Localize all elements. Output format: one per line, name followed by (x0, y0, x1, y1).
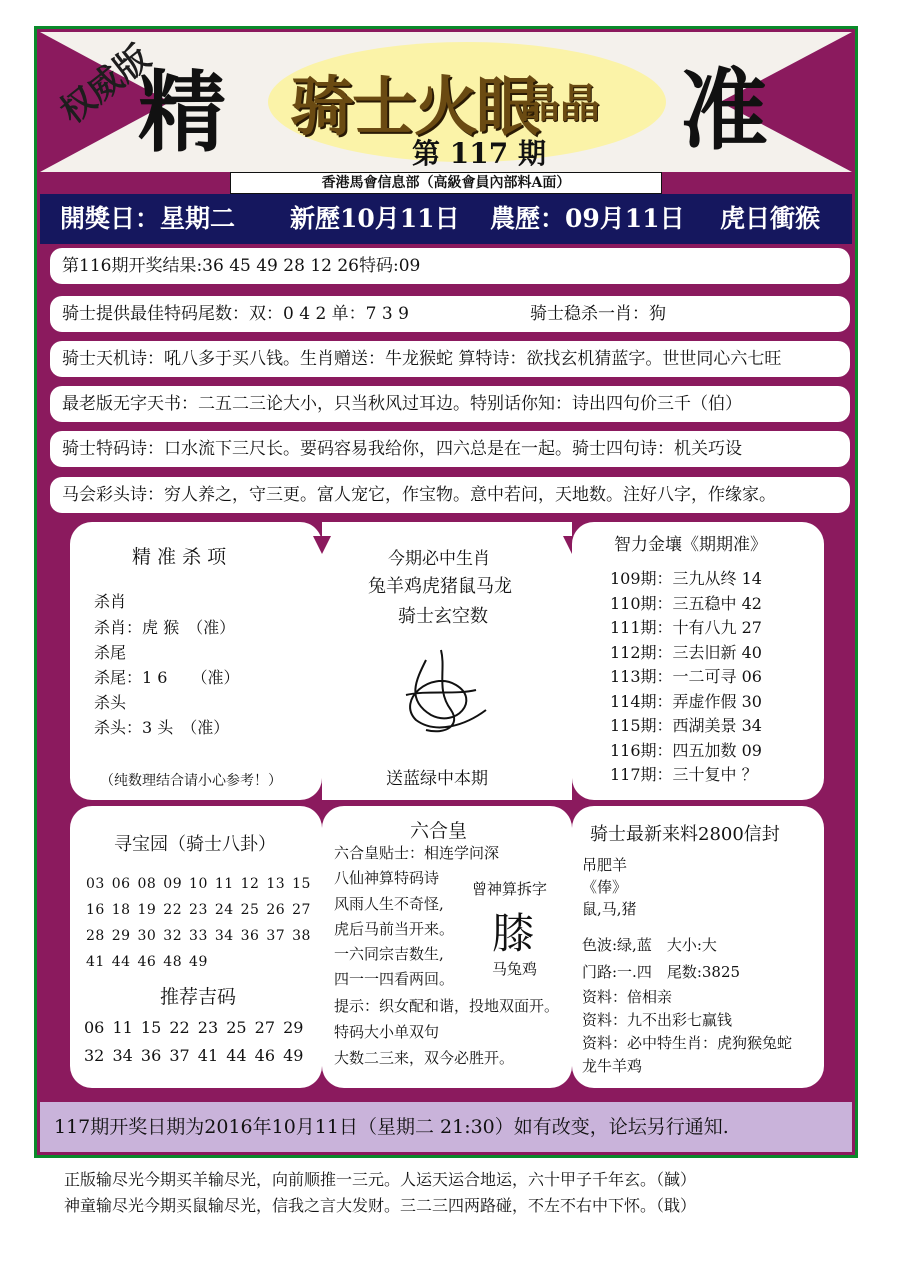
footer-notice: 117期开奖日期为2016年10月11日（星期二 21:30）如有改变，论坛另行通知. (40, 1102, 852, 1152)
bottom-line-2: 神童输尽光今期买鼠输尽光，信我之言大发财。三二三四两路碰，不左不右中下怀。（戢） (64, 1196, 697, 1215)
wisdom-item: 110期：三五稳中 42 (610, 593, 762, 613)
authority-label: 权威版 (52, 37, 158, 132)
lhh-title: 六合皇 (410, 820, 468, 842)
big-char-right: 准 (680, 58, 769, 162)
lhh-split-char: 膝 (492, 909, 535, 958)
kill-one-zodiac: 骑士稳杀一肖：狗 (530, 304, 666, 324)
page-title-small: 晶晶 (520, 80, 600, 127)
treasure-num-row: 28 29 30 32 33 34 36 37 38 (86, 928, 311, 944)
poem-row-4: 马会彩头诗：穷人养之，守三更。富人宠它，作宝物。意中若问，天地数。注好八字，作缘家。 (50, 477, 850, 513)
result-row: 第116期开奖结果:36 45 49 28 12 26特码:09 (50, 248, 850, 284)
wisdom-item: 116期：四五加数 09 (610, 740, 762, 760)
kill-line-2: 杀肖：虎 猴 （准） (94, 618, 236, 637)
lhh-panel (322, 806, 572, 1088)
issue-number: 第 117 期 (412, 137, 546, 170)
center-line-3: 骑士玄空数 (398, 606, 488, 627)
poem-row-1: 骑士天机诗：吼八多于买八钱。生肖赠送：牛龙猴蛇 算特诗：欲找玄机猜蓝字。世世同心六七旺 (50, 341, 850, 377)
date-bar (40, 194, 852, 244)
treasure-num-row: 03 06 08 09 10 11 12 13 15 (86, 876, 311, 892)
kill-line-5: 杀头 (94, 693, 127, 712)
lhh-line-5: 一六同宗吉数生, (334, 945, 444, 963)
center-line-1: 今期必中生肖 (388, 549, 490, 569)
new-calendar-date: 新歷10月11日 (290, 204, 460, 233)
latest-line-6: 资料：倍相亲 (582, 988, 673, 1006)
poem-row-2: 最老版无字天书：二五二三论大小，只当秋风过耳边。特别话你知：诗出四句价三千（伯） (50, 386, 850, 422)
wisdom-panel (572, 522, 824, 800)
bottom-line-1: 正版输尽光今期买羊输尽光，向前顺推一三元。人运天运合地运，六十甲子千年玄。（馘） (64, 1170, 697, 1189)
wisdom-item: 112期：三去旧新 40 (610, 642, 762, 662)
latest-title: 骑士最新来料2800信封 (590, 824, 780, 845)
recommend-row: 06 11 15 22 23 25 27 29 (84, 1018, 304, 1037)
latest-line-3: 鼠,马,猪 (582, 900, 637, 918)
day-clash: 虎日衝猴 (720, 204, 821, 233)
wisdom-title: 智力金壤《期期准》 (614, 535, 767, 555)
latest-line-7: 资料：九不出彩七赢钱 (582, 1011, 733, 1029)
wisdom-item: 111期：十有八九 27 (610, 618, 762, 637)
big-char-left: 精 (138, 60, 227, 164)
treasure-title: 寻宝园（骑士八卦） (114, 834, 276, 855)
tail-row (50, 296, 850, 332)
open-day: 開獎日：星期二 (60, 204, 236, 233)
recommend-title: 推荐吉码 (160, 986, 237, 1008)
wisdom-item: 117期：三十复中 ？ (610, 765, 758, 784)
wisdom-item: 114期：弄虚作假 30 (610, 691, 762, 711)
kill-line-1: 杀肖 (94, 592, 127, 611)
latest-panel (572, 806, 824, 1088)
latest-line-5: 门路:一.四 尾数:3825 (582, 963, 741, 981)
wisdom-item: 115期：西湖美景 34 (610, 716, 762, 735)
kill-note: （纯数理结合请小心参考！） (100, 773, 282, 789)
treasure-panel (70, 806, 322, 1088)
subtitle-bar: 香港馬會信息部（高級會員內部料A面） (230, 172, 662, 194)
lhh-line-3: 风雨人生不奇怪, (334, 895, 444, 913)
lunar-date: 農歷：09月11日 (490, 204, 685, 233)
recommend-row: 32 34 36 37 41 44 46 49 (84, 1046, 304, 1065)
latest-line-9: 龙牛羊鸡 (582, 1057, 643, 1075)
latest-line-4: 色波:绿,蓝 大小:大 (582, 936, 717, 954)
lhh-line-2: 八仙神算特码诗 (334, 869, 440, 887)
kill-panel (70, 522, 322, 800)
wisdom-item: 109期：三九从终 14 (610, 569, 762, 588)
lhh-side-answer: 马兔鸡 (492, 960, 538, 978)
poem-row-3: 骑士特码诗：口水流下三尺长。要码容易我给你，四六总是在一起。骑士四句诗：机关巧设 (50, 431, 850, 467)
lhh-line-7: 提示：织女配和谐，投地双面开。 (334, 997, 560, 1015)
kill-line-3: 杀尾 (94, 643, 127, 662)
kill-panel-title: 精 准 杀 项 (132, 546, 227, 568)
latest-line-1: 吊肥羊 (582, 856, 628, 874)
scribble-sign (386, 640, 496, 740)
center-line-4: 送蓝绿中本期 (386, 769, 488, 789)
divider-triangle-left (313, 536, 331, 554)
lhh-line-4: 虎后马前当开来。 (334, 920, 455, 938)
lhh-line-8: 特码大小单双句 (334, 1023, 440, 1041)
page-title: 骑士火眼 (290, 70, 538, 145)
center-line-2: 兔羊鸡虎猪鼠马龙 (368, 576, 512, 597)
wisdom-item: 113期：一二可寻 06 (610, 667, 762, 686)
lhh-line-6: 四一一四看两回。 (334, 970, 455, 988)
kill-line-4: 杀尾：1 6 （准） (94, 668, 240, 687)
kill-line-6: 杀头：3 头 （准） (94, 718, 230, 737)
lhh-line-1: 六合皇贴士：相连学问深 (334, 844, 500, 862)
header (40, 32, 852, 172)
latest-line-8: 资料：必中特生肖：虎狗猴兔蛇 (582, 1034, 793, 1052)
treasure-num-row: 16 18 19 22 23 24 25 26 27 (86, 902, 311, 918)
lhh-side-title: 曾神算拆字 (472, 880, 548, 898)
treasure-num-row: 41 44 46 48 49 (86, 954, 208, 970)
latest-line-2: 《俸》 (582, 878, 628, 896)
tail-numbers: 骑士提供最佳特码尾数：双：0 4 2 单：7 3 9 (62, 304, 409, 324)
lhh-line-9: 大数二三来，双今必胜开。 (334, 1049, 515, 1067)
center-panel (322, 522, 572, 800)
